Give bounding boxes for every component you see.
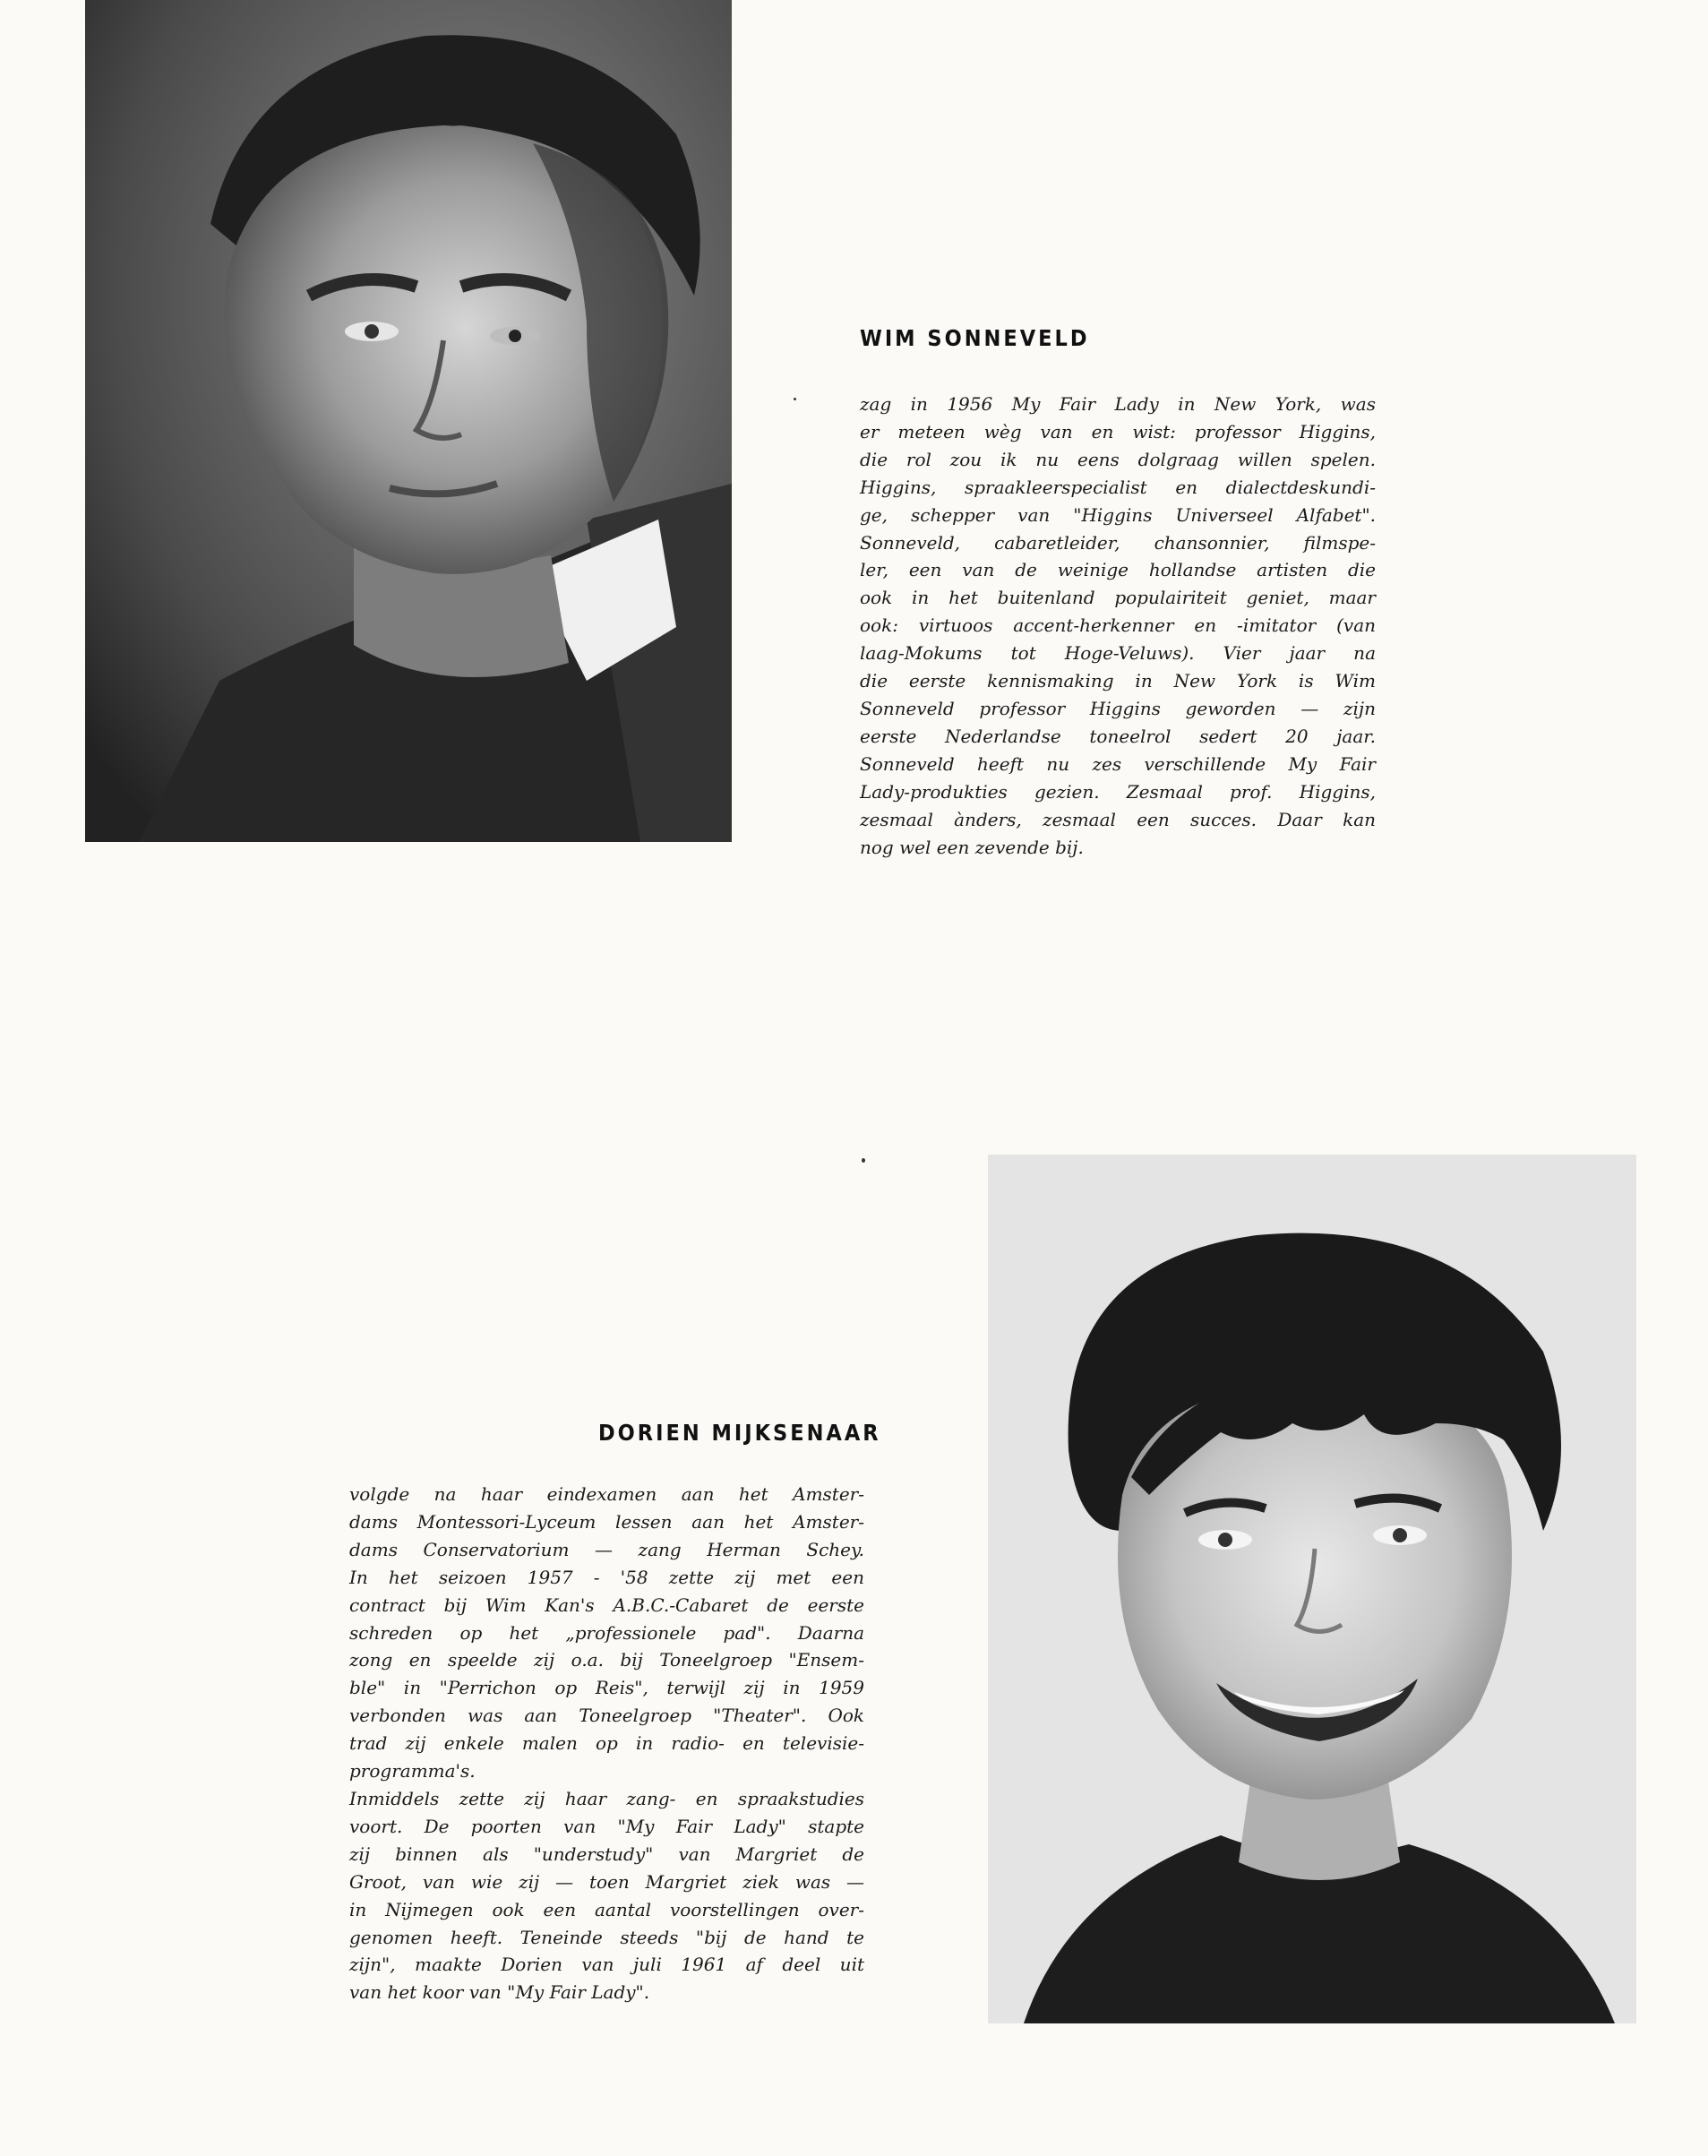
bio-line: ge, schepper van "Higgins Universeel Alfabet". bbox=[860, 503, 1376, 526]
bio-line: Lady-produkties gezien. Zesmaal prof. Higgins, bbox=[860, 780, 1376, 803]
bio-line: van het koor van "My Fair Lady". bbox=[349, 1981, 650, 2004]
print-speck bbox=[862, 1158, 865, 1163]
bio-line: Sonneveld professor Higgins geworden — zijn bbox=[860, 697, 1376, 719]
bio-line: Groot, van wie zij — toen Margriet ziek was — bbox=[349, 1870, 864, 1893]
bio-line: dams Montessori-Lyceum lessen aan het Amster- bbox=[349, 1510, 864, 1533]
bio-line: Sonneveld, cabaretleider, chansonnier, filmspe- bbox=[860, 531, 1376, 554]
bio-line: eerste Nederlandse toneelrol sedert 20 jaar. bbox=[860, 725, 1376, 747]
bio-line: die eerste kennismaking in New York is Wim bbox=[860, 670, 1376, 692]
portrait-photo-dorien-mijksenaar bbox=[988, 1155, 1636, 2023]
bio-line: verbonden was aan Toneelgroep "Theater". Ook bbox=[349, 1705, 864, 1727]
bio-line: dams Conservatorium — zang Herman Schey. bbox=[349, 1538, 864, 1560]
bio-line: er meteen wèg van en wist: professor Higgins, bbox=[860, 420, 1376, 442]
bio-line: in Nijmegen ook een aantal voorstellingen over- bbox=[349, 1898, 864, 1920]
bio-line: volgde na haar eindexamen aan het Amster- bbox=[349, 1483, 864, 1505]
bio-line: In het seizoen 1957 - '58 zette zij met een bbox=[349, 1566, 864, 1588]
bio-line: ook: virtuoos accent-herkenner en -imitator (van bbox=[860, 614, 1376, 637]
bio-line: genomen heeft. Teneinde steeds "bij de hand te bbox=[349, 1926, 864, 1948]
bio-line: Inmiddels zette zij haar zang- en spraakstudies bbox=[349, 1787, 864, 1809]
bio-line: die rol zou ik nu eens dolgraag willen spelen. bbox=[860, 448, 1376, 470]
bio-line: nog wel een zevende bij. bbox=[860, 836, 1084, 858]
bio-line: contract bij Wim Kan's A.B.C.-Cabaret de eerste bbox=[349, 1593, 864, 1616]
bio-line: zij binnen als "understudy" van Margriet de bbox=[349, 1842, 864, 1865]
bio-line: schreden op het „professionele pad". Daarna bbox=[349, 1621, 864, 1644]
bio-line: ler, een van de weinige hollandse artisten die bbox=[860, 559, 1376, 581]
portrait-photo-wim-sonneveld bbox=[85, 0, 732, 842]
portrait-photo-man-icon bbox=[85, 0, 732, 842]
bio-line: ble" in "Perrichon op Reis", terwijl zij in 1959 bbox=[349, 1677, 864, 1699]
bio-line: laag-Mokums tot Hoge-Veluws). Vier jaar na bbox=[860, 642, 1376, 665]
bio-line: voort. De poorten van "My Fair Lady" stapte bbox=[349, 1815, 864, 1837]
bio-line: zong en speelde zij o.a. bij Toneelgroep "Ensem- bbox=[349, 1649, 864, 1671]
bio-line: zijn", maakte Dorien van juli 1961 af deel uit bbox=[349, 1954, 864, 1976]
bio-line: zesmaal ànders, zesmaal een succes. Daar kan bbox=[860, 808, 1376, 830]
bio-line: zag in 1956 My Fair Lady in New York, was bbox=[860, 393, 1376, 415]
profile-bio-dorien-mijksenaar bbox=[349, 1481, 864, 2006]
profile-bio-wim-sonneveld bbox=[860, 391, 1376, 861]
bio-line: Higgins, spraakleerspecialist en dialectdeskundi- bbox=[860, 476, 1376, 498]
portrait-photo-woman-icon bbox=[988, 1155, 1636, 2023]
profile-name-wim-sonneveld: WIM SONNEVELD bbox=[860, 325, 1090, 351]
print-speck bbox=[794, 398, 796, 400]
bio-line: Sonneveld heeft nu zes verschillende My Fair bbox=[860, 752, 1376, 775]
bio-line: trad zij enkele malen op in radio- en televisie- bbox=[349, 1732, 864, 1755]
bio-line: programma's. bbox=[349, 1760, 476, 1782]
profile-name-dorien-mijksenaar: DORIEN MIJKSENAAR bbox=[598, 1420, 881, 1446]
bio-line: ook in het buitenland populairiteit geniet, maar bbox=[860, 587, 1376, 609]
